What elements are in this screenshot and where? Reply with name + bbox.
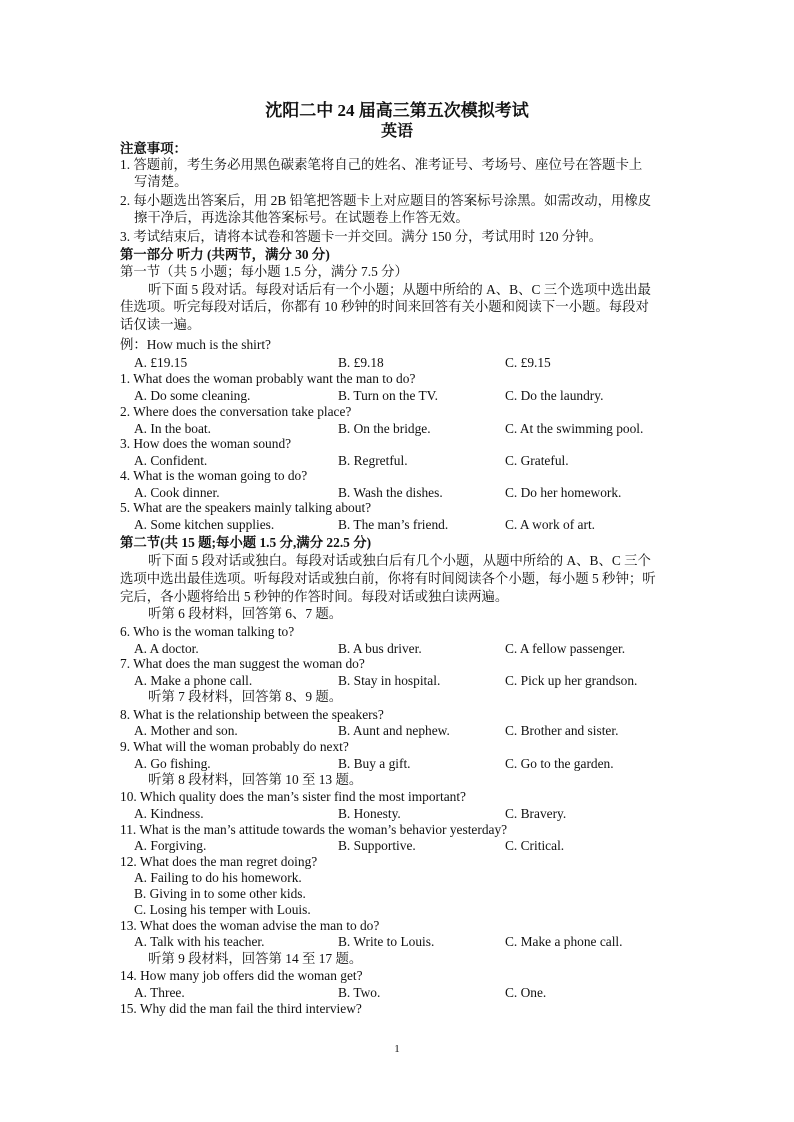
question: 3. How does the woman sound? [120, 436, 292, 451]
option-c: C. Critical. [505, 838, 565, 853]
option-b: B. A bus driver. [338, 641, 422, 656]
question: 11. What is the man’s attitude towards the woman’s behavior yesterday? [120, 822, 508, 837]
example-question: 例：How much is the shirt? [120, 337, 271, 352]
option-b: B. Supportive. [338, 838, 416, 853]
question: 12. What does the man regret doing? [120, 854, 318, 869]
question: 14. How many job offers did the woman get? [120, 968, 363, 983]
option-a: A. Kindness. [134, 806, 204, 821]
option-b: B. On the bridge. [338, 421, 431, 436]
option-b: B. Buy a gift. [338, 756, 411, 771]
option-b: B. Write to Louis. [338, 934, 435, 949]
question: 7. What does the man suggest the woman do? [120, 656, 365, 671]
option-a: A. In the boat. [134, 421, 211, 436]
question: 9. What will the woman probably do next? [120, 739, 349, 754]
page-number: 1 [394, 1043, 400, 1055]
question: 8. What is the relationship between the speakers? [120, 707, 384, 722]
option-a: A. Do some cleaning. [134, 388, 251, 403]
option-a: A. Forgiving. [134, 838, 207, 853]
option-c: C. Grateful. [505, 453, 569, 468]
note-line: 擦干净后，再选涂其他答案标号。在试题卷上作答无效。 [134, 210, 469, 225]
option-b: B. Wash the dishes. [338, 485, 443, 500]
option-b: B. Giving in to some other kids. [134, 886, 306, 901]
instruction-line: 完后，各小题将给出 5 秒钟的作答时间。每段对话或独白读两遍。 [120, 589, 509, 604]
instruction-line: 话仅读一遍。 [120, 317, 201, 332]
option-b: B. Turn on the TV. [338, 388, 438, 403]
option-b: B. Two. [338, 985, 381, 1000]
option-c: C. Do her homework. [505, 485, 622, 500]
option-a: A. Confident. [134, 453, 208, 468]
option-c: C. Do the laundry. [505, 388, 604, 403]
option-a: A. Make a phone call. [134, 673, 253, 688]
section2-heading: 第二节(共 15 题;每小题 1.5 分,满分 22.5 分) [120, 535, 372, 550]
note-line: 写清楚。 [134, 174, 188, 189]
option-c: C. Make a phone call. [505, 934, 623, 949]
option-c: C. Pick up her grandson. [505, 673, 638, 688]
instruction-line: 佳选项。听完每段对话后，你都有 10 秒钟的时间来回答有关小题和阅读下一小题。每段对 [120, 299, 649, 314]
note-line: 3. 考试结束后，请将本试卷和答题卡一并交回。满分 150 分，考试用时 120 分钟。 [120, 229, 603, 244]
option-c: C. At the swimming pool. [505, 421, 644, 436]
question: 13. What does the woman advise the man to do? [120, 918, 380, 933]
subject-title: 英语 [380, 123, 413, 140]
option-c: C. One. [505, 985, 547, 1000]
option-a: A. Three. [134, 985, 185, 1000]
option-c: C. A fellow passenger. [505, 641, 626, 656]
option-a: A. A doctor. [134, 641, 199, 656]
option-c: C. Losing his temper with Louis. [134, 902, 311, 917]
option-b: B. Regretful. [338, 453, 408, 468]
material-note: 听第 7 段材料，回答第 8、9 题。 [148, 689, 343, 704]
material-note: 听第 9 段材料，回答第 14 至 17 题。 [148, 951, 363, 966]
option-a: A. Mother and son. [134, 723, 238, 738]
option-c: C. Bravery. [505, 806, 567, 821]
notes-heading: 注意事项： [120, 141, 187, 156]
option-c: C. A work of art. [505, 517, 596, 532]
question: 2. Where does the conversation take place? [120, 404, 352, 419]
question: 15. Why did the man fail the third interview? [120, 1001, 362, 1016]
option-c: C. Go to the garden. [505, 756, 614, 771]
question: 10. Which quality does the man’s sister find the most important? [120, 789, 466, 804]
instruction-line: 听下面 5 段对话。每段对话后有一个小题；从题中所给的 A、B、C 三个选项中选出最 [148, 282, 651, 297]
option-b: B. The man’s friend. [338, 517, 449, 532]
question: 1. What does the woman probably want the man to do? [120, 371, 416, 386]
option-a: A. £19.15 [134, 355, 188, 370]
material-note: 听第 8 段材料，回答第 10 至 13 题。 [148, 772, 363, 787]
note-line: 1. 答题前，考生务必用黑色碳素笔将自己的姓名、准考证号、考场号、座位号在答题卡上 [120, 157, 643, 172]
page-title: 沈阳二中 24 届高三第五次模拟考试 [265, 101, 529, 120]
option-c: C. £9.15 [505, 355, 551, 370]
question: 6. Who is the woman talking to? [120, 624, 295, 639]
option-a: A. Failing to do his homework. [134, 870, 302, 885]
instruction-line: 选项中选出最佳选项。听每段对话或独白前，你将有时间阅读各个小题，每小题 5 秒钟；听 [120, 571, 656, 586]
option-b: B. £9.18 [338, 355, 384, 370]
option-a: A. Cook dinner. [134, 485, 220, 500]
section1-heading: 第一节（共 5 小题；每小题 1.5 分，满分 7.5 分） [120, 264, 408, 279]
option-b: B. Aunt and nephew. [338, 723, 450, 738]
instruction-line: 听下面 5 段对话或独白。每段对话或独白后有几个小题，从题中所给的 A、B、C 三个 [148, 553, 651, 568]
option-c: C. Brother and sister. [505, 723, 619, 738]
option-a: A. Talk with his teacher. [134, 934, 265, 949]
question: 5. What are the speakers mainly talking about? [120, 500, 372, 515]
material-note: 听第 6 段材料，回答第 6、7 题。 [148, 606, 343, 621]
option-a: A. Some kitchen supplies. [134, 517, 275, 532]
note-line: 2. 每小题选出答案后，用 2B 铅笔把答题卡上对应题目的答案标号涂黑。如需改动，用橡皮 [120, 193, 652, 208]
option-a: A. Go fishing. [134, 756, 211, 771]
question: 4. What is the woman going to do? [120, 468, 308, 483]
option-b: B. Honesty. [338, 806, 401, 821]
part1-heading: 第一部分 听力 (共两节，满分 30 分) [120, 247, 330, 262]
option-b: B. Stay in hospital. [338, 673, 441, 688]
